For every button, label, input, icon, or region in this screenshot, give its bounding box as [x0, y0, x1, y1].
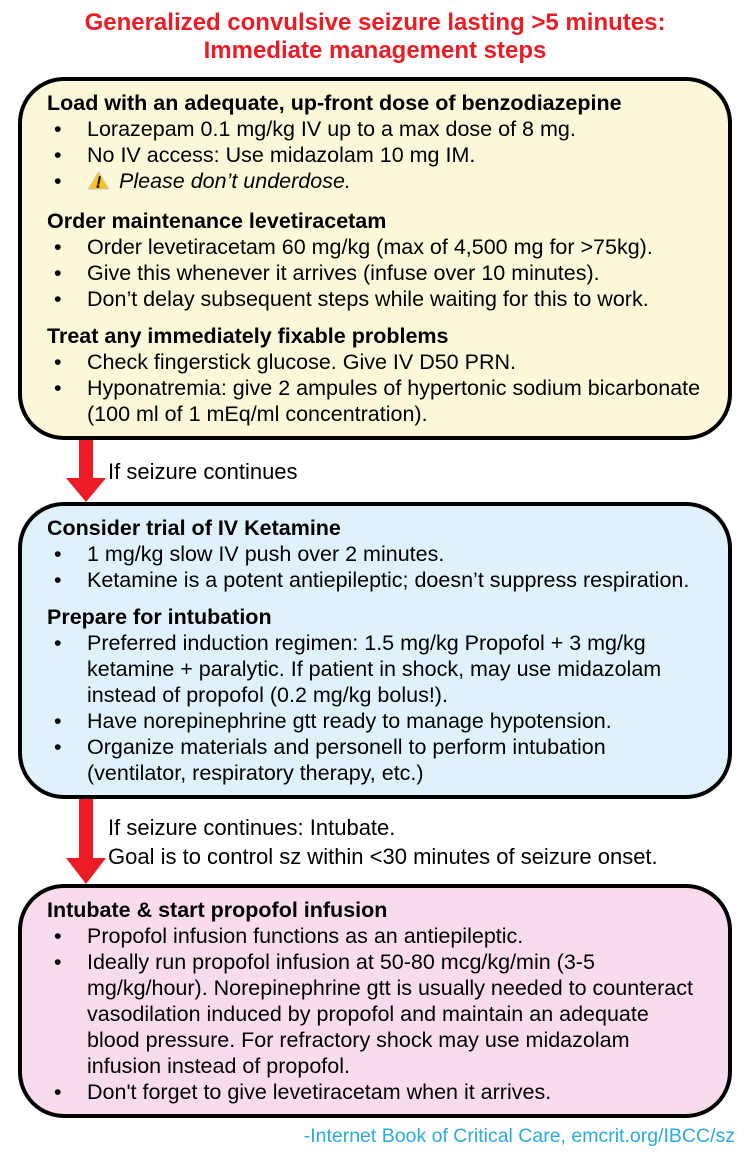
- bullet-dot-icon: •: [54, 542, 62, 566]
- flow-connector-2: [0, 799, 750, 884]
- section-fixable-problems: [47, 323, 706, 427]
- warning-note: Please don’t underdose.: [119, 169, 351, 193]
- attribution-text: -Internet Book of Critical Care, emcrit.org/IBCC/sz: [303, 1125, 735, 1147]
- page-title-line1: Generalized convulsive seizure lasting >5 minutes:: [84, 9, 666, 36]
- ketamine-intubation-box: [18, 502, 732, 799]
- bullet-list: [47, 541, 706, 593]
- bullet-item: • Lorazepam 0.1 mg/kg IV up to a max dose of 8 mg.: [54, 117, 576, 141]
- bullet-dot-icon: •: [54, 924, 62, 948]
- connector-label: If seizure continues: [108, 458, 298, 484]
- bullet-list: [47, 923, 706, 1105]
- section-benzodiazepine: [47, 90, 706, 197]
- bullet-dot-icon: •: [54, 709, 62, 733]
- bullet-list: [47, 116, 706, 197]
- down-arrow-icon: [66, 799, 106, 884]
- connector-label: [108, 813, 658, 871]
- bullet-list: [47, 234, 706, 312]
- bullet-item: • Don't forget to give levetiracetam when it arrives.: [54, 1080, 552, 1104]
- bullet-item: • Ketamine is a potent antiepileptic; doesn’t suppress respiration.: [54, 568, 690, 592]
- heading-propofol: Intubate & start propofol infusion: [47, 898, 388, 922]
- bullet-list: [47, 630, 706, 786]
- bullet-dot-icon: •: [54, 350, 62, 374]
- bullet-dot-icon: •: [54, 287, 62, 311]
- bullet-item: • Organize materials and personell to perform intubation (ventilator, respiratory therapy, etc.): [54, 735, 606, 785]
- warning-triangle-icon: [87, 170, 110, 197]
- bullet-item: • Hyponatremia: give 2 ampules of hypertonic sodium bicarbonate (100 ml of 1 mEq/ml concentration).: [54, 376, 701, 426]
- bullet-item: • Give this whenever it arrives (infuse over 10 minutes).: [54, 261, 600, 285]
- flow-connector-1: [0, 440, 750, 502]
- bullet-dot-icon: •: [54, 568, 62, 592]
- propofol-infusion-box: [18, 884, 732, 1118]
- bullet-dot-icon: •: [54, 950, 62, 974]
- connector-label-line2: Goal is to control sz within <30 minutes of seizure onset.: [108, 843, 658, 869]
- bullet-item: • Don’t delay subsequent steps while waiting for this to work.: [54, 287, 649, 311]
- heading-intubation-prep: Prepare for intubation: [47, 605, 272, 629]
- section-intubation-prep: [47, 604, 706, 786]
- page-title-line2: Immediate management steps: [203, 37, 547, 64]
- bullet-item: • Preferred induction regimen: 1.5 mg/kg Propofol + 3 mg/kg ketamine + paralytic. If patient in shock, may use midazolam instead of propofol (0.2 mg/kg bolus!).: [54, 631, 662, 707]
- bullet-dot-icon: •: [54, 376, 62, 400]
- connector-label-line1: If seizure continues: Intubate.: [108, 814, 396, 840]
- bullet-dot-icon: •: [54, 143, 62, 167]
- bullet-item: • Ideally run propofol infusion at 50-80 mcg/kg/min (3-5 mg/kg/hour). Norepinephrine gtt is usually needed to counteract vasodilation induced by propofol and maintain an adequate blood pressure. For refractory shock may use midazolam infusion instead of propofol.: [54, 950, 693, 1078]
- bullet-item: • Check fingerstick glucose. Give IV D50 PRN.: [54, 350, 516, 374]
- bullet-list: [47, 349, 706, 427]
- bullet-dot-icon: •: [54, 631, 62, 655]
- section-levetiracetam: [47, 208, 706, 312]
- bullet-item: • 1 mg/kg slow IV push over 2 minutes.: [54, 542, 445, 566]
- heading-levetiracetam: Order maintenance levetiracetam: [47, 209, 387, 233]
- bullet-dot-icon: •: [54, 261, 62, 285]
- page-title: [0, 0, 750, 65]
- section-ketamine: [47, 515, 706, 593]
- section-propofol: [47, 897, 706, 1105]
- bullet-dot-icon: •: [54, 1080, 62, 1104]
- bullet-item: • Have norepinephrine gtt ready to manage hypotension.: [54, 709, 612, 733]
- bullet-dot-icon: •: [54, 735, 62, 759]
- bullet-item: • Propofol infusion functions as an antiepileptic.: [54, 924, 524, 948]
- down-arrow-icon: [66, 440, 106, 502]
- benzodiazepine-box: [18, 77, 732, 440]
- bullet-item: • Order levetiracetam 60 mg/kg (max of 4,500 mg for >75kg).: [54, 235, 653, 259]
- bullet-item: • No IV access: Use midazolam 10 mg IM.: [54, 143, 476, 167]
- bullet-item-warning: [47, 168, 706, 197]
- bullet-dot-icon: •: [54, 117, 62, 141]
- heading-fixable-problems: Treat any immediately fixable problems: [47, 324, 449, 348]
- heading-benzodiazepine: Load with an adequate, up-front dose of benzodiazepine: [47, 91, 622, 115]
- bullet-dot-icon: •: [54, 169, 62, 193]
- heading-ketamine: Consider trial of IV Ketamine: [47, 516, 341, 540]
- bullet-dot-icon: •: [54, 235, 62, 259]
